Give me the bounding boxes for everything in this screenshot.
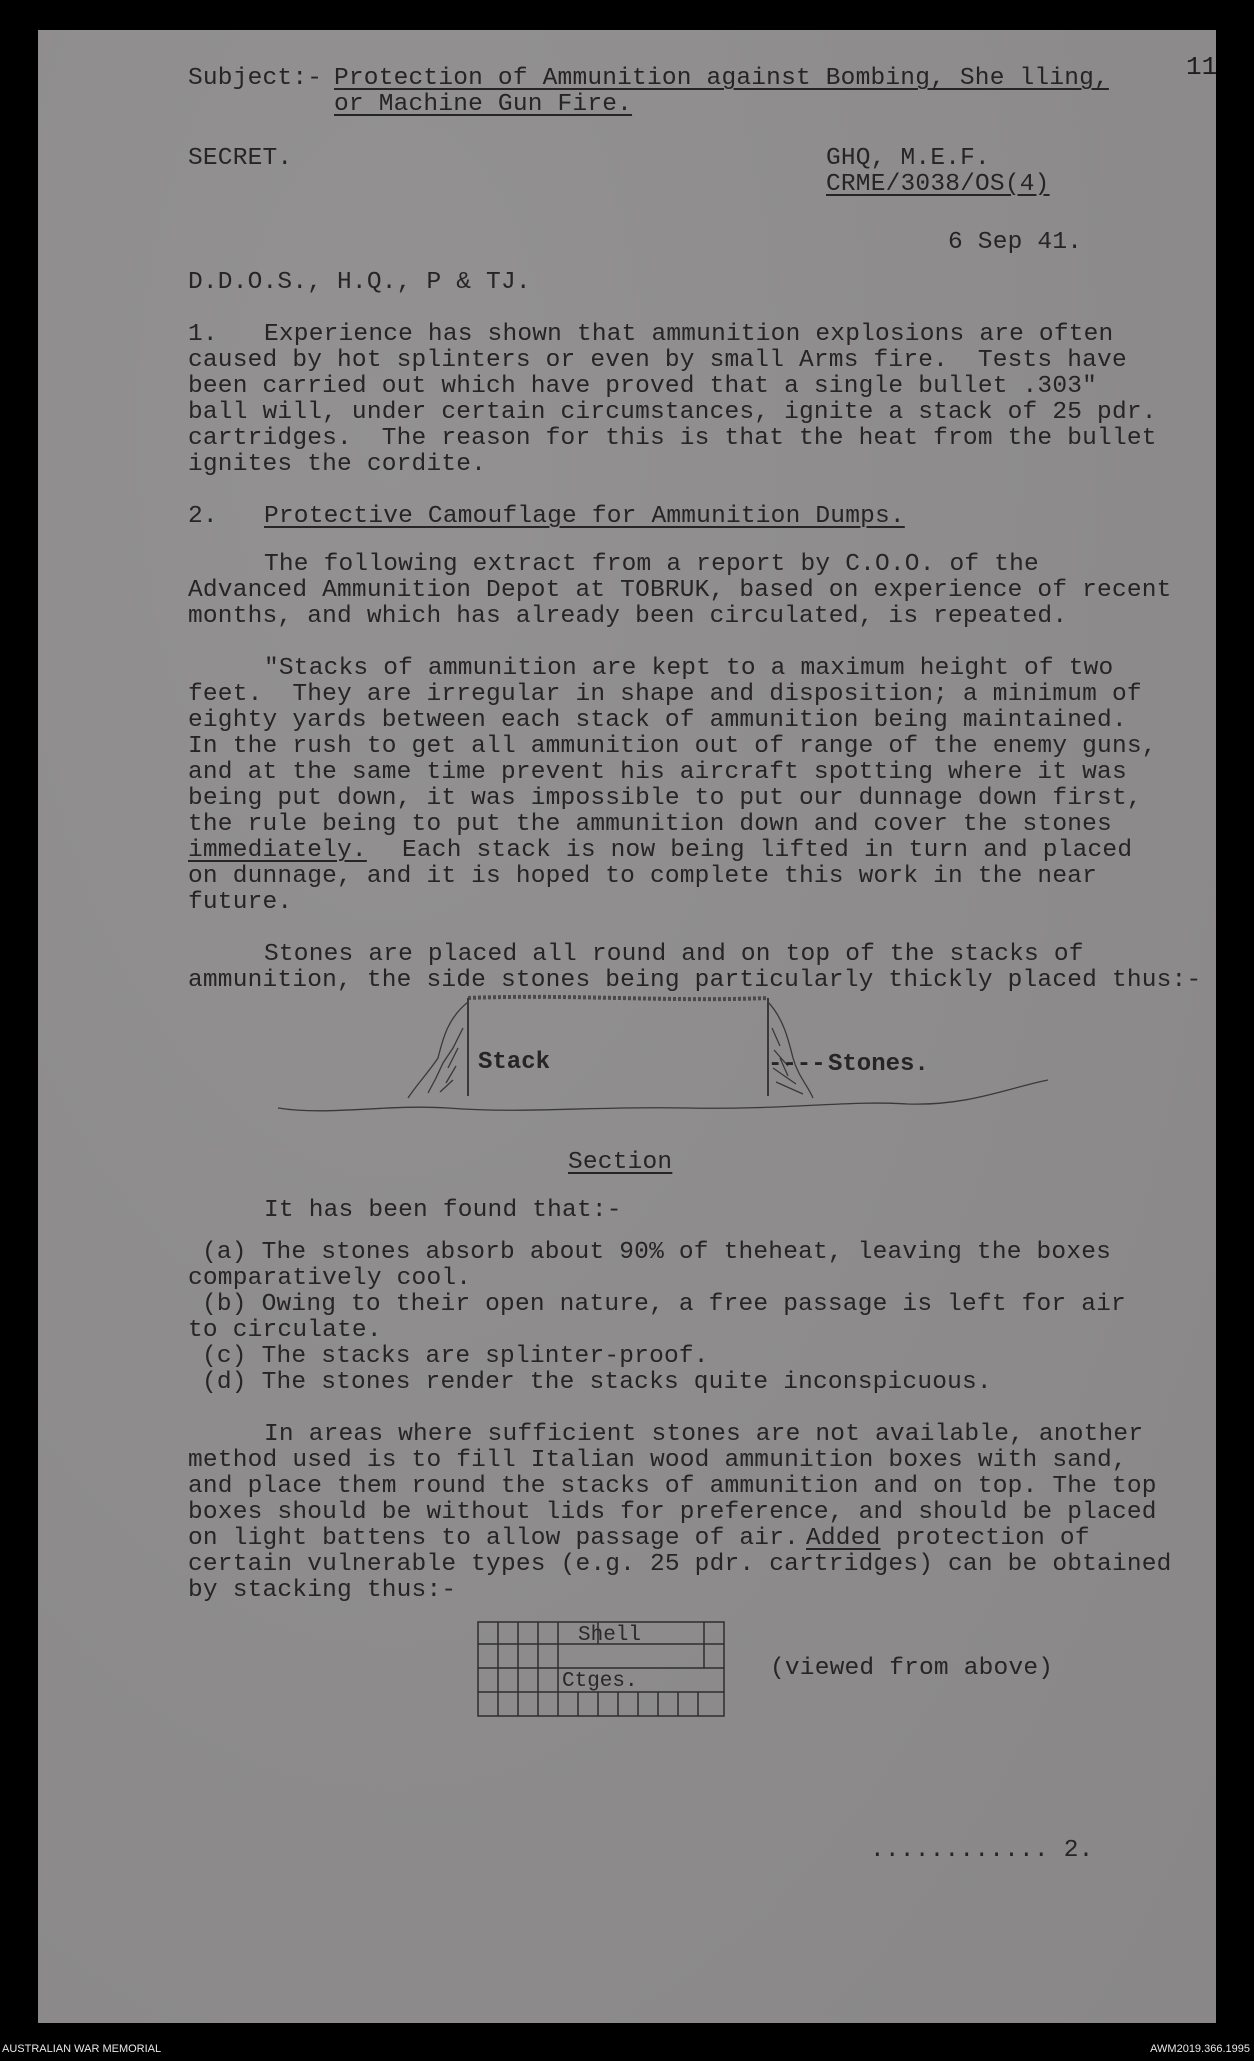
quote-line: and at the same time prevent his aircraft spotting where it was — [188, 759, 1127, 786]
alternative-line: certain vulnerable types (e.g. 25 pdr. cartridges) can be obtained — [188, 1551, 1172, 1578]
finding-item: (d) The stones render the stacks quite inconspicuous. — [202, 1369, 992, 1396]
shell-label: Shell — [578, 1624, 642, 1647]
classification: SECRET. — [188, 145, 293, 172]
alternative-line: In areas where sufficient stones are not available, another — [264, 1421, 1144, 1448]
para2-intro-line: The following extract from a report by C.O.O. of the — [264, 551, 1039, 578]
para1-line: been carried out which have proved that a single bullet .303" — [188, 373, 1098, 400]
findings-intro: It has been found that:- — [264, 1197, 622, 1224]
para2-number: 2. — [188, 503, 218, 530]
finding-item: (c) The stacks are splinter-proof. — [202, 1343, 709, 1370]
quote-line: being put down, it was impossible to put our dunnage down first, — [188, 785, 1142, 812]
para2-intro-line: months, and which has already been circulated, is repeated. — [188, 603, 1068, 630]
subject-line-1: Protection of Ammunition against Bombing, She lling, — [334, 65, 1109, 92]
quote-line: future. — [188, 889, 293, 916]
quote-line: Each stack is now being lifted in turn and placed — [402, 837, 1133, 864]
para2-heading: Protective Camouflage for Ammunition Dumps. — [264, 503, 905, 530]
subject-line-2: or Machine Gun Fire. — [334, 91, 633, 118]
finding-item: (a) The stones absorb about 90% of theheat, leaving the boxes — [202, 1239, 1112, 1266]
alternative-line: protection of — [896, 1525, 1090, 1552]
alternative-line: boxes should be without lids for preference, and should be placed — [188, 1499, 1157, 1526]
quote-line: feet. They are irregular in shape and disposition; a minimum of — [188, 681, 1142, 708]
stones-label: Stones. — [828, 1051, 929, 1078]
page-number-mark: 11 — [1186, 52, 1218, 82]
reference-line-1: GHQ, M.E.F. — [826, 145, 990, 172]
para1-line: cartridges. The reason for this is that the heat from the bullet — [188, 425, 1157, 452]
alternative-line: and place them round the stacks of ammunition and on top. The top — [188, 1473, 1157, 1500]
quote-line: the rule being to put the ammunition down and cover the stones — [188, 811, 1112, 838]
stack-section-diagram — [268, 988, 1088, 1158]
ctges-label: Ctges. — [562, 1670, 638, 1693]
quote-line-underlined: immediately. — [188, 837, 367, 864]
quote-line: "Stacks of ammunition are kept to a maximum height of two — [264, 655, 1114, 682]
addressee: D.D.O.S., H.Q., P & TJ. — [188, 269, 531, 296]
quote-line: In the rush to get all ammunition out of range of the enemy guns, — [188, 733, 1157, 760]
reference-line-2: CRME/3038/OS(4) — [826, 171, 1050, 198]
footer-right: AWM2019.366.1995 — [1150, 2043, 1250, 2055]
quote-line: on dunnage, and it is hoped to complete this work in the near — [188, 863, 1098, 890]
alternative-word-underlined: Added — [806, 1525, 881, 1552]
date: 6 Sep 41. — [948, 229, 1083, 256]
stones-line: ammunition, the side stones being particularly thickly placed thus:- — [188, 967, 1202, 994]
stacking-grid-diagram — [474, 1618, 730, 1722]
alternative-line: on light battens to allow passage of air. — [188, 1525, 799, 1552]
para1-line: ignites the cordite. — [188, 451, 487, 478]
continuation-marker: ............ 2. — [870, 1837, 1094, 1864]
stack-label: Stack — [478, 1049, 551, 1076]
quote-line: eighty yards between each stack of ammunition being maintained. — [188, 707, 1127, 734]
para2-intro-line: Advanced Ammunition Depot at TOBRUK, based on experience of recent — [188, 577, 1172, 604]
finding-item: (b) Owing to their open nature, a free passage is left for air — [202, 1291, 1126, 1318]
stones-arrow: ---- — [768, 1051, 826, 1078]
para1-line: Experience has shown that ammunition explosions are often — [264, 321, 1114, 348]
document-page — [38, 30, 1216, 2023]
para1-line: ball will, under certain circumstances, ignite a stack of 25 pdr. — [188, 399, 1157, 426]
stones-line: Stones are placed all round and on top of the stacks of — [264, 941, 1084, 968]
alternative-line: by stacking thus:- — [188, 1577, 457, 1604]
alternative-line: method used is to fill Italian wood ammunition boxes with sand, — [188, 1447, 1127, 1474]
para1-line: caused by hot splinters or even by small Arms fire. Tests have — [188, 347, 1127, 374]
finding-item: to circulate. — [188, 1317, 382, 1344]
finding-item: comparatively cool. — [188, 1265, 472, 1292]
para1-number: 1. — [188, 321, 218, 348]
footer-left: AUSTRALIAN WAR MEMORIAL — [2, 2043, 162, 2055]
grid-caption: (viewed from above) — [770, 1655, 1054, 1682]
subject-label: Subject:- — [188, 65, 323, 92]
diagram-caption-section: Section — [568, 1149, 673, 1176]
